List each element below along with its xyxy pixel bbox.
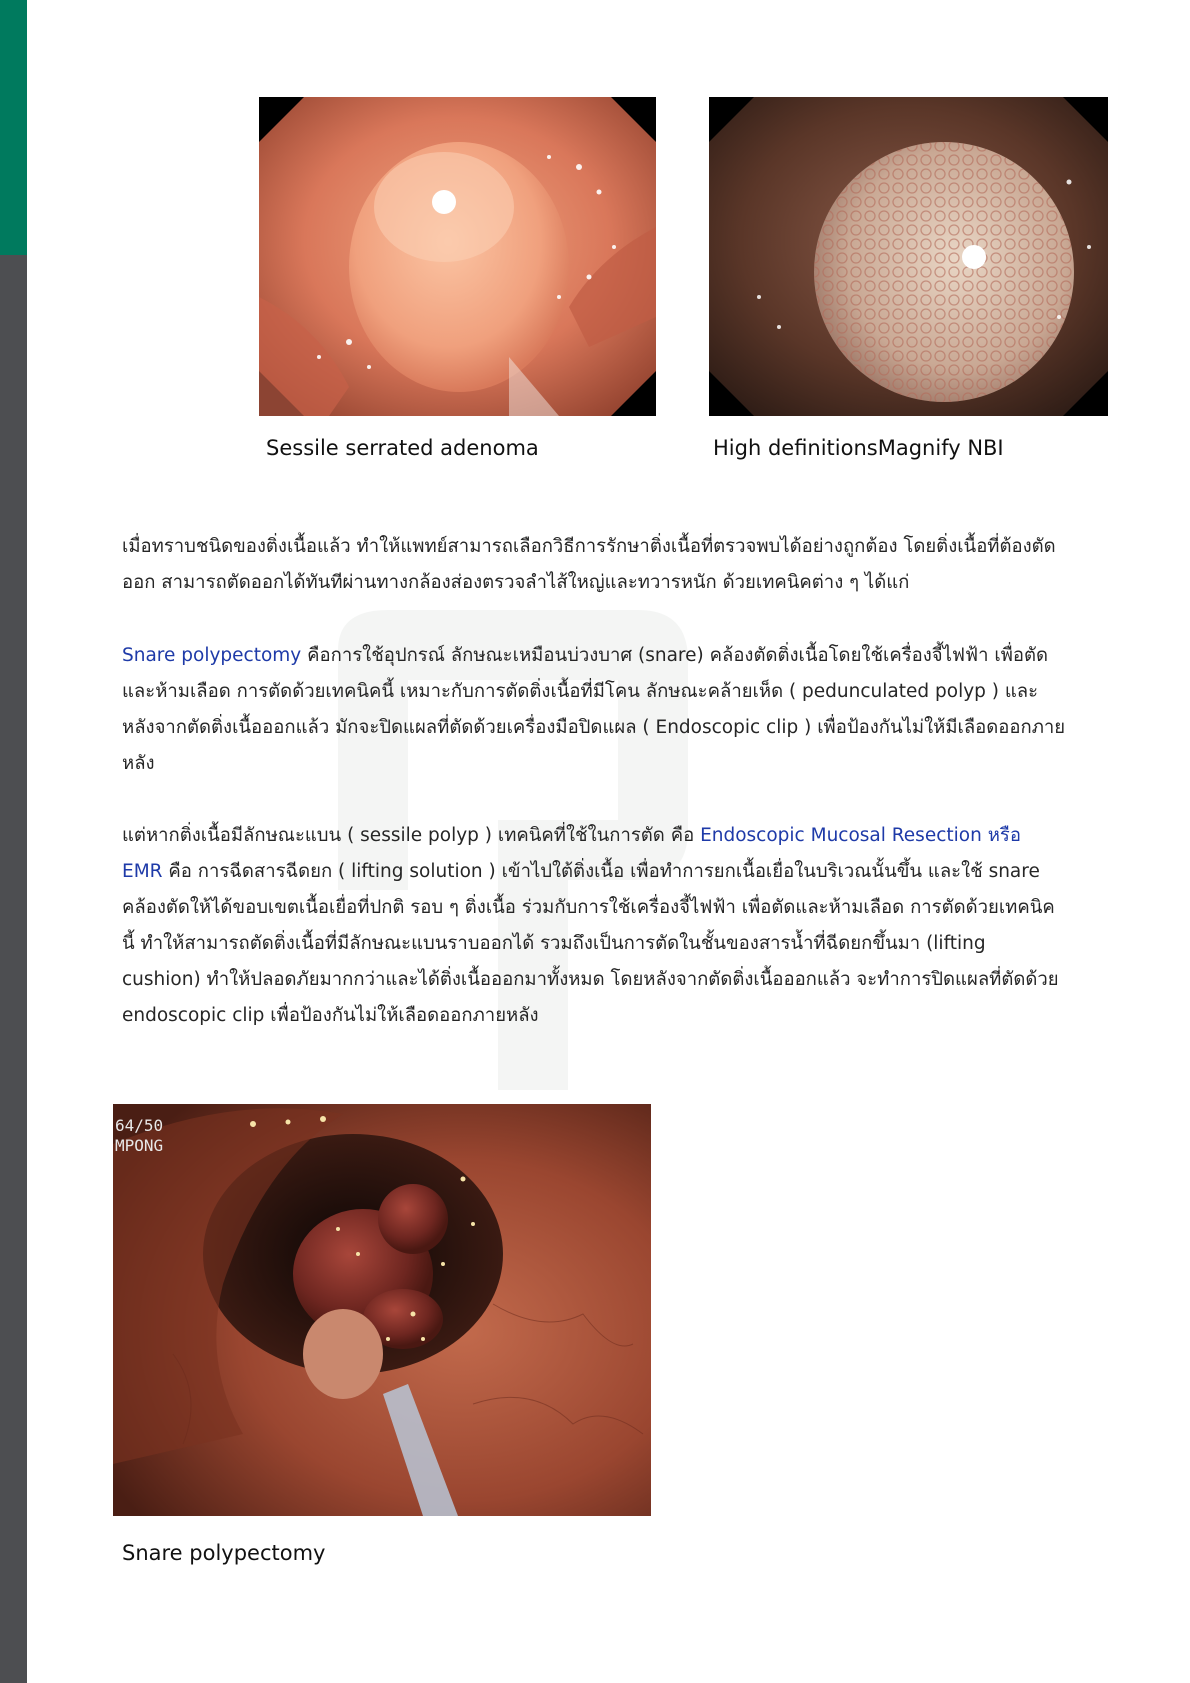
image-overlay-info [115, 1116, 163, 1156]
term-snare-polypectomy: Snare polypectomy [122, 645, 302, 666]
paragraph-snare-polypectomy [122, 638, 1067, 782]
paragraph-snare-text: คือการใช้อุปกรณ์ ลักษณะเหมือนบ่วงบาศ (snare) คล้องตัดติ่งเนื้อโดยใช้เครื่องจี้ไฟฟ้า เพื่อตัดและห้ามเลือด การตัดด้วยเทคนิคนี้ เหมาะกับการตัดติ่งเนื้อที่มีโคน ลักษณะคล้ายเห็ด ( pedunculated polyp ) และหลังจากตัดติ่งเนื้อออกแล้ว มักจะปิดแผลที่ตัดด้วยเครื่องมือปิดแผล ( Endoscopic clip ) เพื่อป้องกันไม่ให้มีเลือดออกภายหลัง [122, 645, 1066, 774]
paragraph-intro: เมื่อทราบชนิดของติ่งเนื้อแล้ว ทำให้แพทย์สามารถเลือกวิธีการรักษาติ่งเนื้อที่ตรวจพบได้อย่างถูกต้อง โดยติ่งเนื้อที่ต้องตัดออก สามารถตัดออกได้ทันทีผ่านทางกล้องส่องตรวจลำไส้ใหญ่และทวารหนัก ด้วยเทคนิคต่าง ๆ ได้แก่ [122, 536, 1056, 593]
left-accent-strip [0, 0, 27, 255]
endoscopy-image-sessile-adenoma [259, 97, 656, 416]
caption-magnify-nbi: High definitionsMagnify NBI [713, 436, 1004, 460]
caption-snare-polypectomy: Snare polypectomy [122, 1541, 326, 1565]
paragraph-emr [122, 818, 1067, 1034]
term-emr: Endoscopic Mucosal Resection หรือ EMR [122, 825, 1021, 882]
paragraph-emr-text-b: คือ การฉีดสารฉีดยก ( lifting solution ) เข้าไปใต้ติ่งเนื้อ เพื่อทำการยกเนื้อเยื่อในบริเวณนั้นขึ้น และใช้ snare คล้องตัดให้ได้ขอบเขตเนื้อเยื่อที่ปกติ รอบ ๆ ติ่งเนื้อ ร่วมกับการใช้เครื่องจี้ไฟฟ้า เพื่อตัดและห้ามเลือด การตัดด้วยเทคนิคนี้ ทำให้สามารถตัดติ่งเนื้อที่มีลักษณะแบนราบออกได้ รวมถึงเป็นการตัดในชั้นของสารน้ำที่ฉีดยกขึ้นมา (lifting cushion) ทำให้ปลอดภัยมากกว่าและได้ติ่งเนื้อออกมาทั้งหมด โดยหลังจากตัดติ่งเนื้อออกแล้ว จะทำการปิดแผลที่ตัดด้วย endoscopic clip เพื่อป้องกันไม่ให้เลือดออกภายหลัง [122, 861, 1059, 1026]
endoscopy-image-magnify-nbi [709, 97, 1108, 416]
endoscopy-image-snare-polypectomy [113, 1104, 651, 1516]
caption-sessile-serrated-adenoma: Sessile serrated adenoma [266, 436, 539, 460]
overlay-line-2: MPONG [115, 1136, 164, 1155]
paragraph-emr-text-a: แต่หากติ่งเนื้อมีลักษณะแบน ( sessile polyp ) เทคนิคที่ใช้ในการตัด คือ [122, 825, 701, 846]
overlay-line-1: 64/50 [115, 1116, 164, 1135]
